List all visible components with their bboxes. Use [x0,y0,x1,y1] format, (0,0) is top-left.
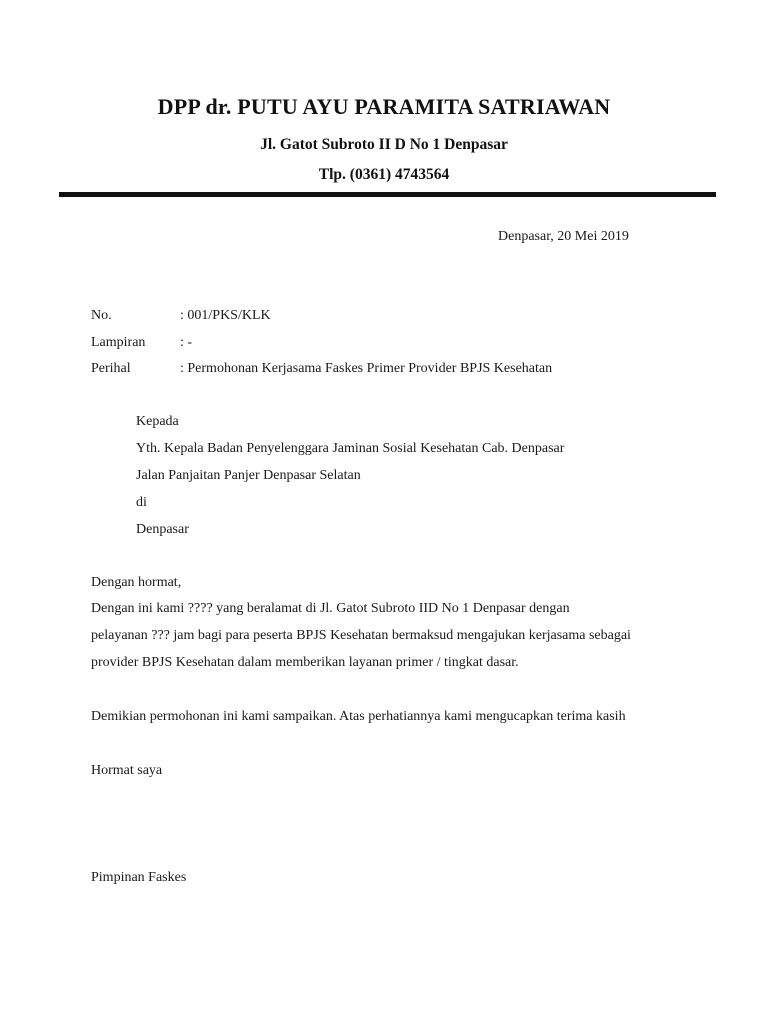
letter-date: Denpasar, 20 Mei 2019 [498,229,629,244]
recipient-line-1: Kepada [136,414,179,429]
letterhead-divider [59,192,716,197]
attachment-label: Lampiran [91,335,146,350]
greeting: Dengan hormat, [91,575,182,590]
letterhead-name: DPP dr. PUTU AYU PARAMITA SATRIAWAN [157,94,611,119]
subject-value: : Permohonan Kerjasama Faskes Primer Provider BPJS Kesehatan [180,361,553,376]
body-paragraph-line-3: provider BPJS Kesehatan dalam memberikan layanan primer / tingkat dasar. [91,655,519,670]
recipient-line-2: Yth. Kepala Badan Penyelenggara Jaminan Sosial Kesehatan Cab. Denpasar [136,441,565,456]
regards: Hormat saya [91,763,163,778]
signatory: Pimpinan Faskes [91,870,187,885]
number-label: No. [91,308,112,323]
recipient-line-5: Denpasar [136,522,189,537]
body-paragraph-line-2: pelayanan ??? jam bagi para peserta BPJS Kesehatan bermaksud mengajukan kerjasama sebagai [91,628,631,643]
number-value: : 001/PKS/KLK [180,308,271,323]
letterhead-phone: Tlp. (0361) 4743564 [318,166,450,183]
letterhead-address: Jl. Gatot Subroto II D No 1 Denpasar [260,136,508,153]
recipient-line-3: Jalan Panjaitan Panjer Denpasar Selatan [136,468,361,483]
closing-paragraph: Demikian permohonan ini kami sampaikan. Atas perhatiannya kami mengucapkan terima kasih [91,709,626,724]
attachment-value: : - [180,335,193,350]
subject-label: Perihal [91,361,131,376]
recipient-line-4: di [136,495,147,510]
body-paragraph-line-1: Dengan ini kami ???? yang beralamat di Jl. Gatot Subroto IID No 1 Denpasar dengan [91,601,570,616]
